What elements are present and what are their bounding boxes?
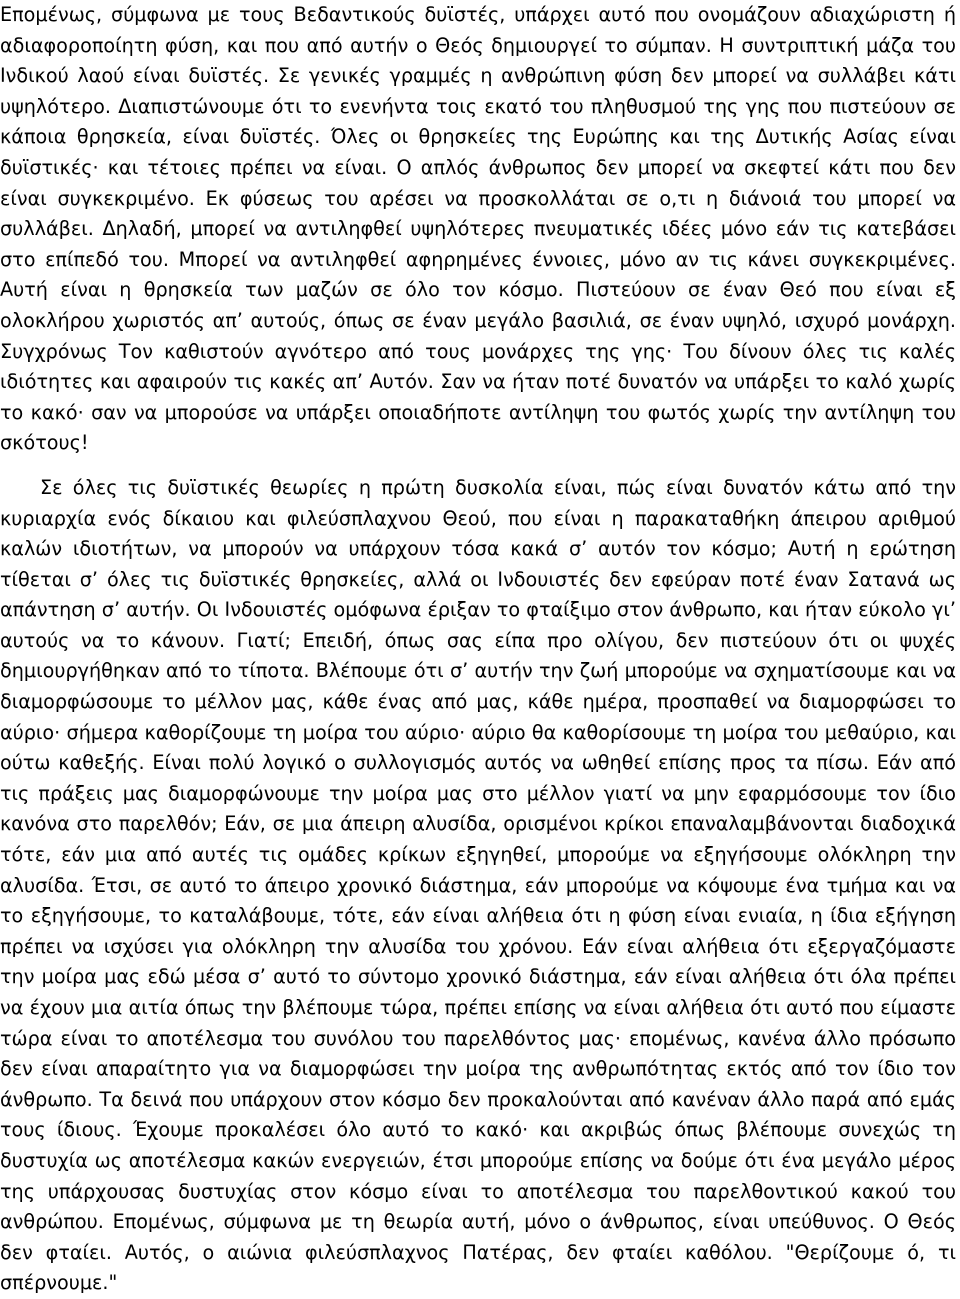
- paragraph-problem-of-evil: Σε όλες τις δυϊστικές θεωρίες η πρώτη δυσκολία είναι, πώς είναι δυνατόν κάτω από την κυριαρχία ενός δίκαιου και φιλεύσπλαχνου Θεού, που είναι η παρακαταθήκη άπειρου αριθμού καλών ιδιοτήτων, να μπορούν να υπάρχουν τόσα κακά σ’ αυτόν τον κόσμο; Αυτή η ερώτηση τίθεται σ’ όλες τις δυϊστικές θρησκείες, αλλά οι Ινδουιστές δεν εφεύραν ποτέ έναν Σατανά ως απάντηση σ’ αυτήν. Οι Ινδουιστές ομόφωνα έριξαν το φταίξιμο στον άνθρωπο, και ήταν εύκολο γι’ αυτούς να το κάνουν. Γιατί; Επειδή, όπως σας είπα προ ολίγου, δεν πιστεύουν ότι οι ψυχές δημιουργήθηκαν από το τίποτα. Βλέπουμε ότι σ’ αυτήν την ζωή μπορούμε να σχηματίσουμε και να διαμορφώσουμε το μέλλον μας, κάθε ένας από μας, κάθε ημέρα, προσπαθεί να διαμορφώσει το αύριο· σήμερα καθορίζουμε τη μοίρα του αύριο· αύριο θα καθορίσουμε τη μοίρα του μεθαύριο, και ούτω καθεξής. Είναι πολύ λογικό ο συλλογισμός αυτός να ωθηθεί επίσης προς τα πίσω. Εάν από τις πράξεις μας διαμορφώνουμε την μοίρα μας στο μέλλον γιατί να μην εφαρμόσουμε τον ίδιο κανόνα στο παρελθόν; Εάν, σε μια άπειρη αλυσίδα, ορισμένοι κρίκοι επαναλαμβάνονται διαδοχικά τότε, εάν μια από αυτές τις ομάδες κρίκων εξηγηθεί, μπορούμε να εξηγήσουμε ολόκληρη την αλυσίδα. Έτσι, σε αυτό το άπειρο χρονικό διάστημα, εάν μπορούμε να κόψουμε ένα τμήμα και να το εξηγήσουμε, το καταλάβουμε, τότε, εάν είναι αλήθεια ότι η φύση είναι ενιαία, η ίδια εξήγηση πρέπει να ισχύσει για ολόκληρη την αλυσίδα του χρόνου. Εάν είναι αλήθεια ότι εξεργαζόμαστε την μοίρα μας εδώ μέσα σ’ αυτό το σύντομο χρονικό διάστημα, εάν είναι αλήθεια ότι όλα πρέπει να έχουν μια αιτία όπως την βλέπουμε τώρα, πρέπει επίσης να είναι αλήθεια ότι αυτό που είμαστε τώρα είναι το αποτέλεσμα του συνόλου του παρελθόντος μας· επομένως, κανένα άλλο πρόσωπο δεν είναι απαραίτητο για να διαμορφώσει την μοίρα της ανθρωπότητας εκτός από τον ίδιο τον άνθρωπο. Τα δεινά που υπάρχουν στον κόσμο δεν προκαλούνται από κανέναν άλλο παρά από εμάς τους ίδιους. Έχουμε προκαλέσει όλο αυτό το κακό· και ακριβώς όπως βλέπουμε συνεχώς τη δυστυχία ως αποτέλεσμα κακών ενεργειών, έτσι μπορούμε επίσης να δούμε ότι ένα μεγάλο μέρος της υπάρχουσας δυστυχίας στον κόσμο είναι το αποτέλεσμα του παρελθοντικού κακού του ανθρώπου. Επομένως, σύμφωνα με τη θεωρία αυτή, μόνο ο άνθρωπος, είναι υπεύθυνος. Ο Θεός δεν φταίει. Αυτός, ο αιώνια φιλεύσπλαχνος Πατέρας, δεν φταίει καθόλου. "Θερίζουμε ό, τι σπέρνουμε.": [0, 475, 956, 1295]
- paragraph-dualism-intro: Επομένως, σύμφωνα με τους Βεδαντικούς δυϊστές, υπάρχει αυτό που ονομάζουν αδιαχώριστη ή αδιαφοροποίητη φύση, και που από αυτήν ο Θεός δημιουργεί το σύμπαν. Η συντριπτική μάζα του Ινδικού λαού είναι δυϊστές. Σε γενικές γραμμές η ανθρώπινη φύση δεν μπορεί να συλλάβει κάτι υψηλότερο. Διαπιστώνουμε ότι το ενενήντα τοις εκατό του πληθυσμού της γης που πιστεύουν σε κάποια θρησκεία, είναι δυϊστές. Όλες οι θρησκείες της Ευρώπης και της Δυτικής Ασίας είναι δυϊστικές· και τέτοιες πρέπει να είναι. Ο απλός άνθρωπος δεν μπορεί να σκεφτεί κάτι που δεν είναι συγκεκριμένο. Εκ φύσεως του αρέσει να προσκολλάται σε ο,τι η διάνοιά του μπορεί να συλλάβει. Δηλαδή, μπορεί να αντιληφθεί υψηλότερες πνευματικές ιδέες μόνο εάν τις κατεβάσει στο επίπεδό του. Μπορεί να αντιληφθεί αφηρημένες έννοιες, μόνο αν τις κάνει συγκεκριμένες. Αυτή είναι η θρησκεία των μαζών σε όλο τον κόσμο. Πιστεύουν σε έναν Θεό που είναι εξ ολοκλήρου χωριστός απ’ αυτούς, όπως σε έναν μεγάλο βασιλιά, σε έναν υψηλό, ισχυρό μονάρχη. Συγχρόνως Τον καθιστούν αγνότερο από τους μονάρχες της γης· Του δίνουν όλες τις καλές ιδιότητες και αφαιρούν τις κακές απ’ Αυτόν. Σαν να ήταν ποτέ δυνατόν να υπάρξει το καλό χωρίς το κακό· σαν να μπορούσε να υπάρξει οποιαδήποτε αντίληψη του φωτός χωρίς την αντίληψη του σκότους!: [0, 3, 956, 455]
